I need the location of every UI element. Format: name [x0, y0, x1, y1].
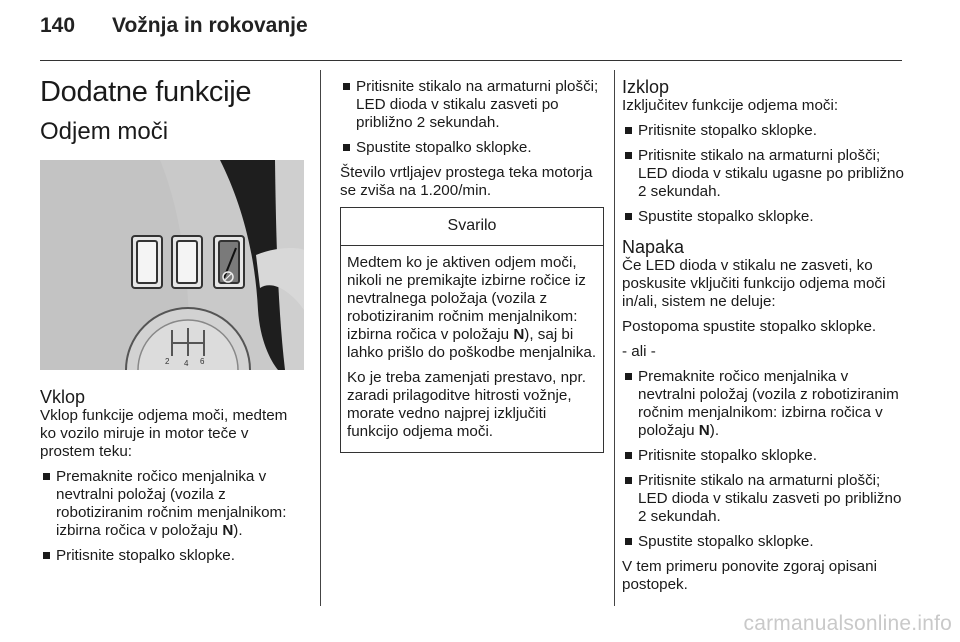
watermark: carmanualsonline.info [743, 612, 952, 635]
section-title-vklop: Vklop [40, 387, 86, 407]
warning-paragraph: Ko je treba zamenjati prestavo, npr. zaradi prilagoditve hitrosti vožnje, morate vedno najprej izključiti funkcijo odjema moči. [347, 369, 586, 440]
page-number: 140 [40, 14, 76, 37]
column-3 [622, 72, 904, 601]
shift-digit: 4 [184, 359, 189, 368]
bullet-item: Pritisnite stikalo na armaturni plošči; LED dioda v stikalu ugasne po približno 2 sekundah. [622, 147, 904, 201]
izklop-intro: Izključitev funkcije odjema moči: [622, 97, 839, 114]
bullet-item: Spustite stopalko sklopke. [622, 533, 904, 551]
napaka-paragraph: Postopoma spustite stopalko sklopke. [622, 318, 877, 335]
section-title-izklop: Izklop [622, 77, 670, 97]
shift-digit: 2 [165, 357, 170, 366]
bullet-item: Spustite stopalko sklopke. [340, 139, 606, 157]
section-title-napaka: Napaka [622, 237, 685, 257]
bullet-item: Pritisnite stikalo na armaturni plošči; LED dioda v stikalu zasveti po približno 2 sekundah. [340, 78, 606, 132]
bullet-item: Premaknite ročico menjalnika v nevtralni položaj (vozila z robotiziranim ročnim menjalnikom: izbirna ročica v položaju N). [40, 468, 305, 540]
bullet-item: Spustite stopalko sklopke. [622, 208, 904, 226]
warning-paragraph: Medtem ko je aktiven odjem moči, nikoli ne premikajte izbirne ročice iz nevtralnega položaja (vozila z robotiziranim ročnim menjalnikom: izbirna ročica v položaju N), saj bi lahko prišlo do poškodbe menjalnika. [347, 254, 597, 361]
bullet-item: Pritisnite stopalko sklopke. [40, 547, 305, 565]
shift-digit: 6 [200, 357, 205, 366]
bullet-item: Pritisnite stikalo na armaturni plošči; LED dioda v stikalu zasveti po približno 2 sekundah. [622, 472, 904, 526]
subsection-heading: Odjem moči [40, 118, 169, 145]
closing-paragraph: V tem primeru ponovite zgoraj opisani postopek. [622, 558, 877, 593]
column-divider-2 [614, 70, 615, 606]
bullet-item: Premaknite ročico menjalnika v nevtralni položaj (vozila z robotiziranim ročnim menjalnikom: izbirna ročica v položaju N). [622, 368, 904, 440]
warning-title: Svarilo [341, 208, 603, 246]
napaka-intro: Če LED dioda v stikalu ne zasveti, ko poskusite vključiti funkcijo odjema moči in/ali, sistem ne deluje: [622, 257, 886, 310]
bullet-item: Pritisnite stopalko sklopke. [622, 447, 904, 465]
warning-body [341, 246, 603, 452]
column-divider-1 [320, 70, 321, 606]
or-separator: - ali - [622, 343, 656, 360]
column-1 [40, 72, 305, 572]
header-rule [40, 60, 902, 61]
vklop-intro: Vklop funkcije odjema moči, medtem ko vozilo miruje in motor teče v prostem teku: [40, 407, 288, 460]
warning-box [340, 207, 604, 453]
bullet-item: Pritisnite stopalko sklopke. [622, 122, 904, 140]
column-2 [340, 72, 606, 453]
page-header [40, 14, 308, 38]
chapter-title: Vožnja in rokovanje [112, 14, 308, 37]
idle-speed-paragraph: Število vrtljajev prostega teka motorja se zviša na 1.200/min. [340, 164, 593, 199]
pto-switch-illustration [40, 160, 304, 370]
section-heading: Dodatne funkcije [40, 76, 252, 108]
